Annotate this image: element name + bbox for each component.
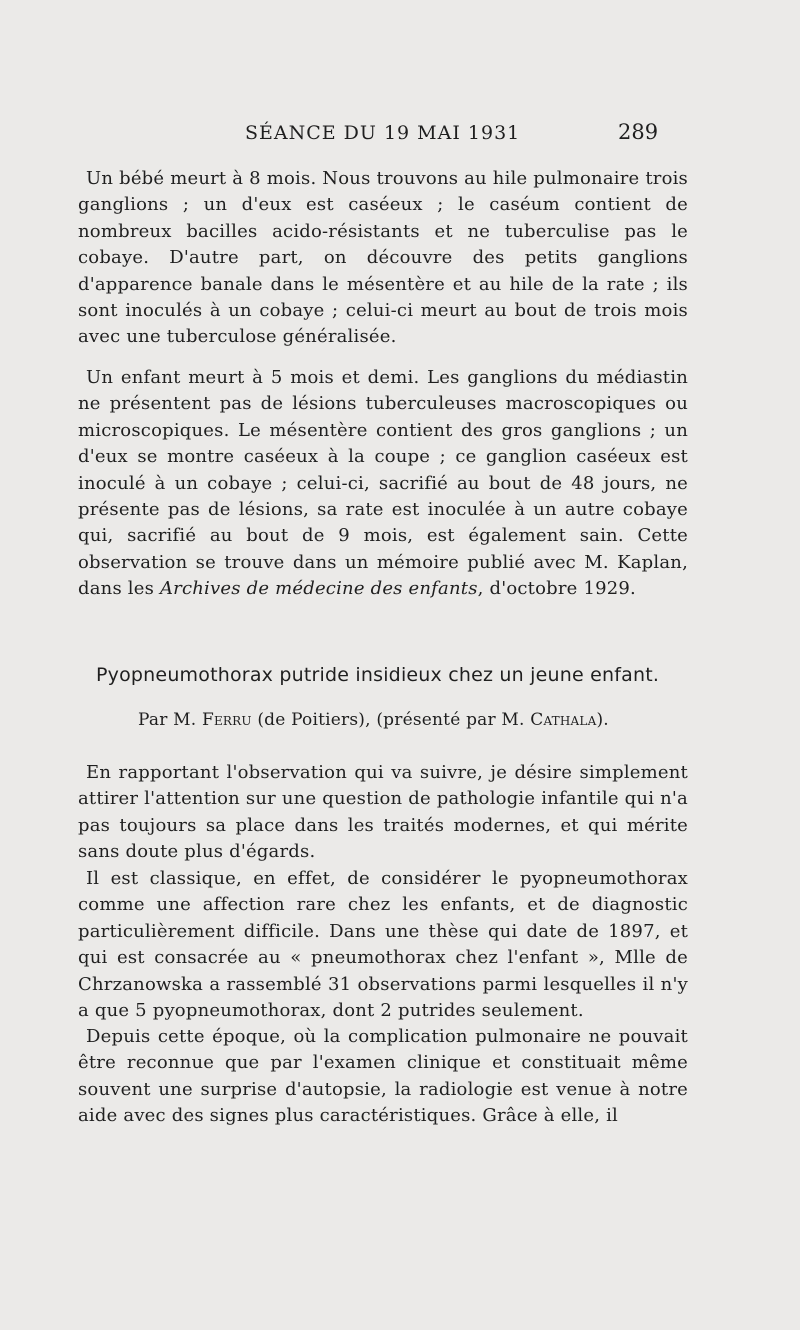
paragraph-3-text: En rapportant l'observation qui va suivre, je désire simplement attirer l'attention sur une question de pathologie infantile qui n'a pas toujours sa place dans les traités modernes, et qui mérite sans doute plus d'égards. bbox=[78, 762, 688, 863]
paragraph-2-main: Un enfant meurt à 5 mois et demi. Les ganglions du médiastin ne présentent pas de lésions tuberculeuses macroscopiques ou microscopiques. Le mésentère contient des gros ganglions ; un d'eux se montre caséeux à la coupe ; ce ganglion caséeux est inoculé à un cobaye ; celui-ci, sacrifié au bout de 48 jours, ne présente pas de lésions, sa rate est inoculée à un autre cobaye qui, sacrifié au bout de 9 mois, est également sain. Cette observation se trouve dans un mémoire publié avec M. Kaplan, dans les bbox=[78, 367, 688, 600]
byline-prefix: Par M. bbox=[138, 710, 197, 730]
paragraph-2 bbox=[78, 365, 688, 603]
running-head: SÉANCE DU 19 MAI 1931 bbox=[245, 122, 521, 144]
paragraph-2-end: , d'octobre 1929. bbox=[477, 578, 636, 600]
byline-author: Ferru bbox=[201, 710, 252, 730]
paragraph-5-text: Depuis cette époque, où la complication pulmonaire ne pouvait être reconnue que par l'examen clinique et constituait même souvent une surprise d'autopsie, la radiologie est venue à notre aide avec des signes plus caractéristiques. Grâce à elle, il bbox=[78, 1026, 688, 1127]
paragraph-4-text: Il est classique, en effet, de considérer le pyopneumothorax comme une affection rare chez les enfants, et de diagnostic particulièrement difficile. Dans une thèse qui date de 1897, et qui est consacrée au « pneumothorax chez l'enfant », Mlle de Chrzanowska a rassemblé 31 observations parmi lesquelles il n'y a que 5 pyopneumothorax, dont 2 putrides seulement. bbox=[78, 868, 688, 1022]
journal-title: Archives de médecine des enfants bbox=[159, 578, 478, 600]
paragraph-5 bbox=[78, 1024, 688, 1130]
page-header bbox=[0, 118, 800, 152]
byline-end: ). bbox=[596, 710, 609, 730]
byline-middle: (de Poitiers), (présenté par M. bbox=[257, 710, 525, 730]
byline bbox=[138, 710, 609, 730]
paragraph-1-text: Un bébé meurt à 8 mois. Nous trouvons au hile pulmonaire trois ganglions ; un d'eux est caséeux ; le caséum contient de nombreux bacilles acido-résistants et ne tuberculise pas le cobaye. D'autre part, on découvre des petits ganglions d'apparence banale dans le mésentère et au hile de la rate ; ils sont inoculés à un cobaye ; celui-ci meurt au bout de trois mois avec une tuberculose généralisée. bbox=[78, 168, 688, 348]
byline-presenter: Cathala bbox=[530, 710, 597, 730]
section-title: Pyopneumothorax putride insidieux chez un jeune enfant. bbox=[96, 664, 660, 686]
paragraph-1 bbox=[78, 166, 688, 351]
paragraph-3 bbox=[78, 760, 688, 866]
paragraph-4 bbox=[78, 866, 688, 1024]
page-number: 289 bbox=[618, 120, 659, 144]
paragraph-2-text bbox=[78, 365, 688, 603]
